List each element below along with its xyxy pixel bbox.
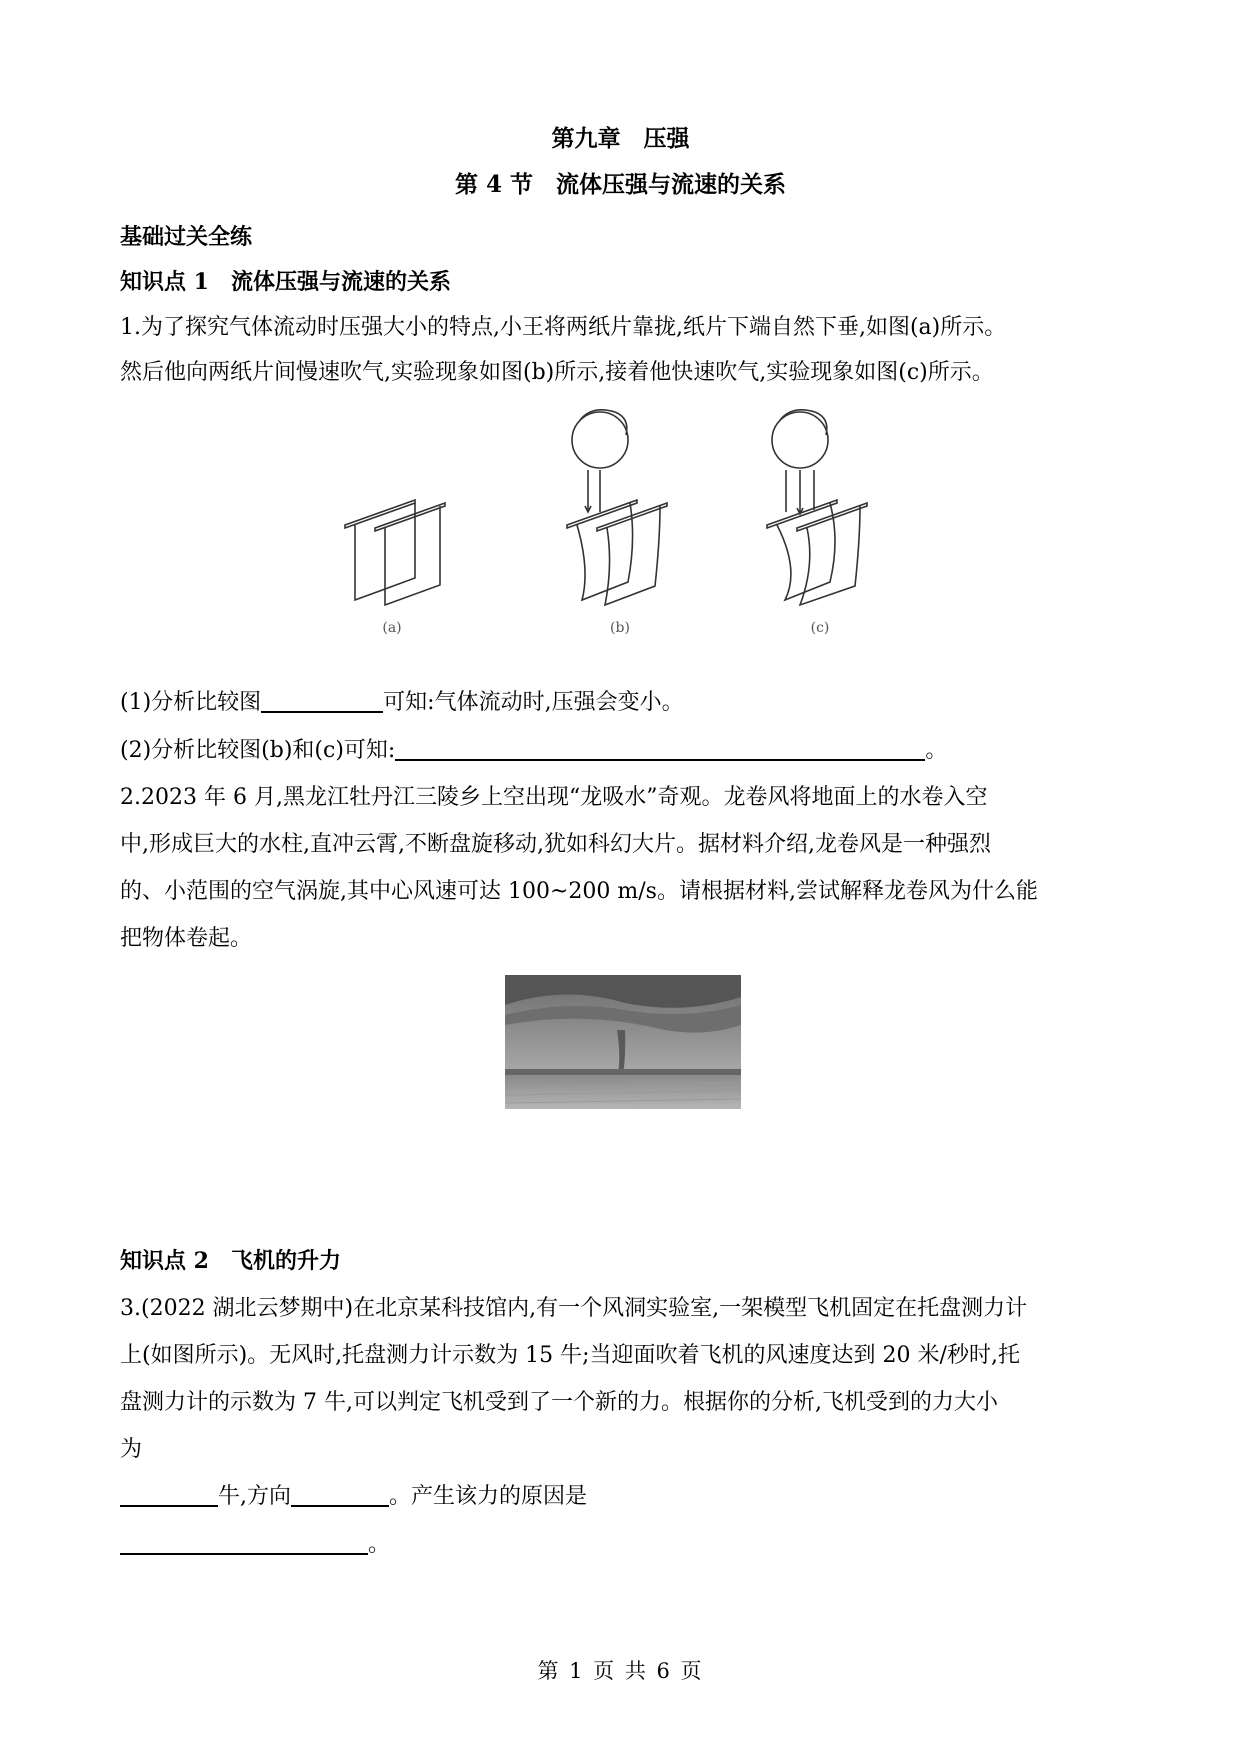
q3-reason-blank[interactable] (120, 1529, 368, 1555)
q1-line2: 然后他向两纸片间慢速吹气,实验现象如图(b)所示,接着他快速吹气,实验现象如图(c)所示。 (120, 360, 994, 385)
q3-unit-text: 牛,方向 (218, 1484, 291, 1509)
q3-answer-line (120, 1479, 1130, 1510)
q3-reason-text: 。产生该力的原因是 (389, 1484, 588, 1509)
knowledge-point-2: 知识点 2 飞机的升力 (120, 1248, 341, 1274)
q2-line2: 中,形成巨大的水柱,直冲云霄,不断盘旋移动,犹如科幻大片。据材料介绍,龙卷风是一种强烈 (120, 832, 991, 857)
figure-a-label: (a) (382, 620, 402, 636)
q1-sub2 (120, 733, 1130, 764)
q2-line3: 的、小范围的空气涡旋,其中心风速可达 100~200 m/s。请根据材料,尝试解释龙卷风为什么能 (120, 879, 1038, 904)
chapter-title: 第九章 压强 (551, 125, 690, 152)
q2-line1: 2.2023 年 6 月,黑龙江牡丹江三陵乡上空出现“龙吸水”奇观。龙卷风将地面上的水卷入空 (120, 785, 988, 810)
q3-line2: 上(如图所示)。无风时,托盘测力计示数为 15 牛;当迎面吹着飞机的风速度达到 20 米/秒时,托 (120, 1343, 1020, 1368)
section-title: 第 4 节 流体压强与流速的关系 (454, 171, 787, 198)
paper-experiment-figure (330, 400, 890, 640)
knowledge-point-1: 知识点 1 流体压强与流速的关系 (120, 269, 451, 295)
figure-c-papers (767, 410, 867, 605)
q2-line4: 把物体卷起。 (120, 926, 253, 951)
q1-sub1-blank[interactable] (261, 687, 383, 713)
q3-line3: 盘测力计的示数为 7 牛,可以判定飞机受到了一个新的力。根据你的分析,飞机受到的力大小 (120, 1390, 998, 1415)
q3-direction-blank[interactable] (291, 1481, 389, 1507)
q1-sub2-prefix: (2)分析比较图(b)和(c)可知: (120, 738, 396, 763)
q3-reason-line (120, 1527, 1130, 1558)
tornado-photo (505, 975, 741, 1109)
q3-end-text: 。 (368, 1532, 391, 1557)
figure-b-papers (567, 410, 667, 605)
q3-line4: 为 (120, 1437, 143, 1462)
q3-line1: 3.(2022 湖北云梦期中)在北京某科技馆内,有一个风洞实验室,一架模型飞机固定在托盘测力计 (120, 1296, 1028, 1321)
q1-sub2-blank[interactable] (395, 735, 925, 761)
q1-sub1-suffix: 可知:气体流动时,压强会变小。 (383, 690, 684, 715)
q1-line1: 1.为了探究气体流动时压强大小的特点,小王将两纸片靠拢,纸片下端自然下垂,如图(a)所示。 (120, 315, 1007, 340)
practice-title: 基础过关全练 (120, 224, 253, 250)
figure-c-label: (c) (810, 620, 830, 636)
q1-sub1-prefix: (1)分析比较图 (120, 690, 262, 715)
q1-sub1 (120, 685, 1130, 716)
figure-b-label: (b) (610, 620, 630, 636)
q3-force-blank[interactable] (120, 1481, 218, 1507)
q1-sub2-suffix: 。 (925, 738, 948, 763)
figure-a-papers (345, 500, 445, 605)
page-footer: 第 1 页 共 6 页 (537, 1659, 704, 1683)
